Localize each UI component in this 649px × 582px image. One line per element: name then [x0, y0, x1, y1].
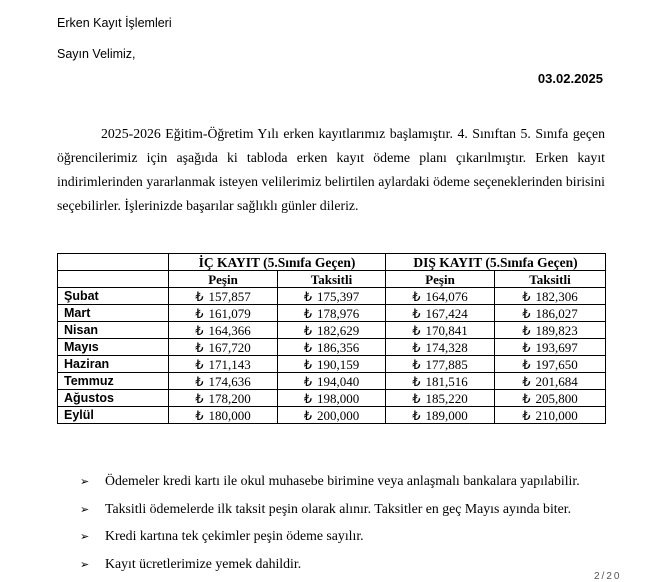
- price-cell: [495, 288, 606, 305]
- currency-symbol: ₺: [412, 390, 421, 406]
- note-item: [80, 527, 610, 545]
- currency-symbol: ₺: [303, 339, 313, 355]
- price-cell: [495, 305, 606, 322]
- price-value: 177,885: [425, 356, 468, 372]
- month-cell: Eylül: [58, 407, 169, 424]
- price-value: 174,328: [425, 339, 468, 355]
- price-value: 194,040: [317, 373, 360, 389]
- price-value: 193,697: [535, 339, 578, 355]
- price-value: 164,366: [208, 322, 251, 338]
- currency-symbol: ₺: [195, 356, 204, 372]
- price-cell: [386, 373, 495, 390]
- currency-symbol: ₺: [195, 288, 204, 304]
- price-cell: [495, 373, 606, 390]
- price-cell: [169, 390, 278, 407]
- price-cell: [386, 356, 495, 373]
- price-cell: [386, 407, 495, 424]
- price-cell: [278, 288, 386, 305]
- price-value: 180,000: [208, 407, 251, 423]
- price-value: 186,356: [317, 339, 360, 355]
- currency-symbol: ₺: [412, 356, 421, 372]
- body-paragraph: 2025-2026 Eğitim-Öğretim Yılı erken kayıtlarımız başlamıştır. 4. Sınıftan 5. Sınıfa geçen öğrencilerimiz için aşağıda ki tabloda erken kayıt ödeme planı çıkarılmıştır. Erken kayıt indirimlerinden yararlanmak isteyen velilerimiz belirtilen aylardaki ödeme seçeneklerinden birisini seçebilirler. İşlerinizde başarılar sağlıklı günler dileriz.: [57, 126, 605, 213]
- price-value: 170,841: [425, 322, 468, 338]
- price-cell: [495, 407, 606, 424]
- currency-symbol: ₺: [195, 373, 204, 389]
- price-value: 178,200: [208, 390, 251, 406]
- arrow-bullet-icon: ➢: [80, 475, 90, 488]
- table-row: [58, 356, 606, 373]
- notes-list: [80, 472, 610, 582]
- price-cell: [169, 339, 278, 356]
- price-value: 167,720: [208, 339, 251, 355]
- price-value: 157,857: [208, 288, 251, 304]
- table-row: [58, 288, 606, 305]
- price-cell: [169, 373, 278, 390]
- currency-symbol: ₺: [195, 407, 204, 423]
- salutation: Sayın Velimiz,: [57, 47, 136, 61]
- price-value: 178,976: [317, 305, 360, 321]
- note-text: Ödemeler kredi kartı ile okul muhasebe birimine veya anlaşmalı bankalara yapılabilir.: [105, 473, 580, 488]
- currency-symbol: ₺: [303, 305, 313, 321]
- price-value: 182,629: [317, 322, 360, 338]
- price-value: 164,076: [425, 288, 468, 304]
- note-text: Kayıt ücretlerimize yemek dahildir.: [105, 555, 302, 571]
- table-row: [58, 305, 606, 322]
- currency-symbol: ₺: [303, 356, 313, 372]
- page-title: Erken Kayıt İşlemleri: [57, 16, 172, 30]
- currency-symbol: ₺: [412, 407, 421, 423]
- price-cell: [278, 390, 386, 407]
- note-text: Taksitli ödemelerde ilk taksit peşin olarak alınır. Taksitler en geç Mayıs ayında biter.: [105, 500, 572, 516]
- group-header-ic-kayit: İÇ KAYIT (5.Sınıfa Geçen): [169, 254, 386, 271]
- sub-header-ic-taksitli: Taksitli: [278, 271, 386, 288]
- footer-page-fragment: 2/20: [594, 571, 622, 582]
- price-value: 205,800: [535, 390, 578, 406]
- arrow-bullet-icon: ➢: [80, 557, 90, 571]
- currency-symbol: ₺: [522, 288, 531, 304]
- price-cell: [278, 356, 386, 373]
- payment-plan-table: [57, 253, 606, 424]
- price-cell: [169, 322, 278, 339]
- price-value: 182,306: [535, 288, 578, 304]
- table-row: [58, 407, 606, 424]
- currency-symbol: ₺: [412, 305, 421, 321]
- price-value: 189,000: [425, 407, 468, 423]
- currency-symbol: ₺: [195, 339, 204, 355]
- sub-header-ic-pesin: Peşin: [169, 271, 278, 288]
- price-cell: [386, 339, 495, 356]
- currency-symbol: ₺: [522, 390, 531, 406]
- table-row: [58, 390, 606, 407]
- arrow-bullet-icon: ➢: [80, 502, 90, 516]
- sub-header-dis-taksitli: Taksitli: [495, 271, 606, 288]
- arrow-bullet-icon: ➢: [80, 530, 90, 543]
- currency-symbol: ₺: [522, 407, 531, 423]
- price-cell: [495, 339, 606, 356]
- month-cell: Mayıs: [58, 339, 169, 356]
- price-value: 167,424: [425, 305, 468, 321]
- currency-symbol: ₺: [522, 322, 531, 338]
- price-cell: [169, 305, 278, 322]
- table-sub-header-row: [58, 271, 606, 288]
- currency-symbol: ₺: [303, 322, 313, 338]
- price-cell: [169, 288, 278, 305]
- price-cell: [278, 339, 386, 356]
- price-cell: [495, 356, 606, 373]
- price-value: 171,143: [208, 356, 251, 372]
- price-value: 189,823: [535, 322, 578, 338]
- price-cell: [386, 390, 495, 407]
- price-cell: [169, 356, 278, 373]
- price-cell: [386, 322, 495, 339]
- note-item: [80, 555, 610, 573]
- price-value: 210,000: [535, 407, 578, 423]
- table-row: [58, 322, 606, 339]
- month-cell: Mart: [58, 305, 169, 322]
- empty-corner-cell: [58, 271, 169, 288]
- currency-symbol: ₺: [412, 322, 421, 338]
- price-cell: [278, 407, 386, 424]
- empty-corner-cell: [58, 254, 169, 271]
- price-value: 181,516: [425, 373, 468, 389]
- currency-symbol: ₺: [195, 322, 204, 338]
- price-value: 190,159: [317, 356, 360, 372]
- currency-symbol: ₺: [522, 339, 531, 355]
- price-cell: [386, 288, 495, 305]
- month-cell: Şubat: [58, 288, 169, 305]
- note-text: Kredi kartına tek çekimler peşin ödeme sayılır.: [105, 528, 364, 543]
- currency-symbol: ₺: [303, 407, 313, 423]
- price-value: 175,397: [317, 288, 360, 304]
- group-header-dis-kayit: DIŞ KAYIT (5.Sınıfa Geçen): [386, 254, 606, 271]
- note-item: [80, 472, 610, 490]
- table-group-header-row: [58, 254, 606, 271]
- currency-symbol: ₺: [522, 356, 531, 372]
- price-value: 197,650: [535, 356, 578, 372]
- price-cell: [386, 305, 495, 322]
- document-date: 03.02.2025: [537, 71, 603, 86]
- price-value: 198,000: [317, 390, 360, 406]
- currency-symbol: ₺: [195, 305, 204, 321]
- price-value: 174,636: [208, 373, 251, 389]
- currency-symbol: ₺: [412, 339, 421, 355]
- table-row: [58, 373, 606, 390]
- price-cell: [495, 322, 606, 339]
- price-cell: [495, 390, 606, 407]
- month-cell: Nisan: [58, 322, 169, 339]
- price-value: 185,220: [425, 390, 468, 406]
- note-item: [80, 500, 610, 518]
- price-value: 200,000: [317, 407, 360, 423]
- price-cell: [169, 407, 278, 424]
- price-cell: [278, 373, 386, 390]
- currency-symbol: ₺: [522, 305, 531, 321]
- month-cell: Haziran: [58, 356, 169, 373]
- month-cell: Ağustos: [58, 390, 169, 407]
- currency-symbol: ₺: [412, 373, 421, 389]
- currency-symbol: ₺: [522, 373, 531, 389]
- table-row: [58, 339, 606, 356]
- currency-symbol: ₺: [195, 390, 204, 406]
- price-value: 161,079: [208, 305, 251, 321]
- sub-header-dis-pesin: Peşin: [386, 271, 495, 288]
- currency-symbol: ₺: [303, 288, 313, 304]
- month-cell: Temmuz: [58, 373, 169, 390]
- currency-symbol: ₺: [303, 373, 313, 389]
- price-value: 186,027: [535, 305, 578, 321]
- currency-symbol: ₺: [303, 390, 313, 406]
- currency-symbol: ₺: [412, 288, 421, 304]
- price-cell: [278, 322, 386, 339]
- price-value: 201,684: [535, 373, 578, 389]
- price-cell: [278, 305, 386, 322]
